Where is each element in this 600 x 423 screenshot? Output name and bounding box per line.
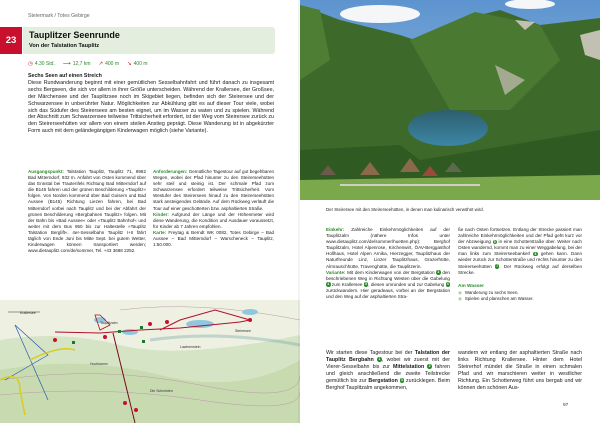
waypoint-marker-icon: 3 [401,378,403,383]
breadcrumb: Steiermark / Totes Gebirge [28,13,90,19]
waypoint-marker-icon: 4 [327,282,330,287]
info-kids [153,212,274,230]
einkehr-label: Einkehr: [326,227,345,232]
stat-descent [127,61,148,67]
svg-text:Die Schneiden: Die Schneiden [150,389,173,393]
water-item-text: Spielen und planschen am Wasser. [464,295,534,301]
waypoint-marker-icon: 5 [365,282,367,287]
clock-icon: ◷ [28,61,33,67]
distance-value: 12,7 km [72,61,91,67]
info-einkehr [326,227,450,270]
requirements-text: Gemütliche Tagestour auf gut begehbaren Wegen, wobei der Pfad hinunter zu den Steirerseehütten sehr steil und steinig ist. Der schmale Pfad zum Schwarzensee erfordert teilweise Trittsicherheit. Vom Westufer des Steirersees hinauf zu den Steirerseehütten stark ansteigendes Gelände. Auf dem Rückweg verläuft die Tour auf einer geschotterten bzw. asphaltierten Straße. [153,169,274,211]
start-label: Ausgangspunkt: [28,169,64,174]
variante-continued [458,227,582,276]
waypoint-marker-icon: 6 [534,251,537,256]
title-box [23,27,275,54]
variante-text-4: diesen umrunden und zur Gabelung [370,281,445,287]
main-text-part: fahren und gleich anschließend die zweite Teilstrecke gemütlich bis zur [326,364,450,384]
waypoint-marker-icon: 1 [378,357,381,362]
bullet-icon: ◉ [458,289,462,295]
main-text-part: Wir starten diese Tagestour bei der [326,350,415,356]
intro-section [28,73,274,135]
info-variante: Variante: Mit dem Kinderwagen von der Bergstation 3 den beschriebenen Weg in Richtung Westen über die Gabelung 4 zum Krallersee 5, diesen umrunden und zur Gabelung 4 zurückwandern. Hier geradeaus, vorbei an der Bergstation und den Weg auf der asphaltierten Stra- [326,269,450,300]
photo-caption: Der Steirersee mit den Steirerseehütten, in denen man kulinarisch verwöhnt wird. [326,207,484,212]
variante-text-2: den beschriebenen Weg in Richtung Westen über die Gabelung [326,269,450,281]
svg-text:Krallersee: Krallersee [20,311,36,315]
col-d-text-2: in eine Schotterstraße über. Weiter nach Osten wandernd, kommt man zu einer Weggabelung, bei der man links zum Steirerseebankerl [458,239,583,257]
svg-text:Steirersee: Steirersee [235,329,251,333]
arrow-right-icon: ⟶ [62,61,71,67]
topographic-map [0,300,300,423]
page-number: 97 [563,403,569,408]
main-text-col-1 [326,350,450,392]
variante-text-3: zum Krallersee [331,281,363,287]
page-subtitle: Von der Talstation Tauplitz [29,43,100,49]
col-d-text-1: ße nach Osten fortsetzen. Entlang der Strecke passiert man zahlreiche Einkehrmöglichkeiten und der Pfad geht kurz vor der Abzweigung [458,227,582,245]
col-d-text-4: . Der Rückweg erfolgt auf derselben Strecke. [458,263,582,275]
waypoint-marker-icon: 7 [496,264,499,269]
right-info-column-2 [458,227,582,302]
main-text-bold: Bergstation [368,378,398,384]
main-text-col-2: wandern wir entlang der asphaltierten Straße nach links Richtung Krallersee. Hinter dem Hotel Steirerhof mündet die Straße in einen schmalen Pfad und wir marschieren weiter in westlicher Richtung. Ein Schotterweg führt uns bergab und wir können den schönen Aus- [458,350,582,391]
stat-distance [63,61,91,67]
start-text: Talstation Tauplitz, Tauplitz 71, 8982 Bad Mitterndorf, 932 m. Anfahrt von Osten kommend über das Ennstal bei Trautenfels Richtung Bad Mitterndorf auf die B145 fahren und der grünen Beschilderung »Tauplitz« folgen. Von Norden kommend über Bad Goisern und Bad Aussee (B145) Richtung Liezen fahren, bei Bad Mitterndorf vorbei nach Tauplitz und bei der Abfahrt der grünen Beschilderung »Bergbahnen Tauplitz« folgen. Mit der Bahn bis »Bad Aussee« oder »Tauplitz Bahnhof« und weiter mit dem Bus 950 bis zur Haltestelle »Tauplitz Talstation Berglift«. 4er-Sesselbahn Tauplitz I+II fährt täglich von Ende Juni bis Mitte Sept. bei gutem Wetter, Kinderwagen können transportiert werden; www.dietauplitz.com/de/sommer, Tel. +43 3688 2252. [28,169,146,254]
map-label: Karte: [153,229,167,235]
map-graphic [0,300,300,423]
water-item-text: Wanderung zu sechs Seen. [464,289,519,295]
info-map [153,230,274,248]
einkehr-text: Zahlreiche Einkehrmöglichkeiten auf der Tauplitzalm (nähere Infos unter www.dietauplitz.com/de/sommer/huetten.php): Berghof Tauplitzalm, Hotel Alpenrose, Kirchenwirt, ÖAV-Berggasthof Hollhaus, Hotel Alpen Arnika, Hierzegger, Tauplitzhaus der Naturfreunde Linz, Linzer Tauplitzhaus, Grazerhütte, Almrauschhütte, Travenghütte, die Tauplitzerin. [326,227,451,269]
svg-text:Tauplitzalm: Tauplitzalm [100,321,118,325]
variante-label: Variante: [326,269,346,275]
tour-number-badge: 23 [0,27,22,54]
right-page [300,0,600,423]
info-column-1 [28,169,146,254]
svg-text:Hochkamm: Hochkamm [90,362,108,366]
main-text-bold: Talstation der Tauplitz Bergbahn [326,350,450,363]
main-text-part: zurücklegen. Beim Berghof Tauplitzalm angekommen, [326,378,450,391]
kids-label: Kinder: [153,211,169,217]
lake-photo [300,0,600,200]
waypoint-marker-icon: 5 [493,239,496,244]
waypoint-marker-icon: 4 [446,282,449,287]
tour-stats [28,61,148,67]
stat-ascent [99,61,120,67]
info-column-2 [153,169,274,248]
main-text-bold: Mittelstation [393,364,425,370]
right-info-column-1 [326,227,450,300]
info-requirements [153,169,274,212]
variante-text-1: Mit dem Kinderwagen von der Bergstation [347,269,435,275]
ascent-arrow-icon: ↗ [98,61,104,67]
waypoint-marker-icon: 3 [437,270,440,275]
water-item [458,296,582,302]
main-text-part: , wobei wir zuerst mit der Vierer-Sesselbahn bis zur [326,357,450,370]
requirements-label: Anforderungen: [153,169,188,174]
kids-text: Aufgrund der Länge und der Höhenmeter wird diese Wanderung, die Kondition und Ausdauer voraussetzt, für Kinder ab 7 Jahren empfohlen. [153,211,275,229]
stat-duration [28,61,55,67]
svg-text:Lawinenstein: Lawinenstein [180,345,201,349]
waypoint-marker-icon: 2 [428,364,431,369]
info-start [28,169,146,254]
ascent-value: 400 m [105,61,120,67]
duration-value: 4.30 Std. [34,61,55,67]
bullet-icon: ◉ [458,295,462,301]
page-title: Tauplitzer Seenrunde [29,30,120,40]
intro-heading: Sechs Seen auf einen Streich [28,73,102,79]
variante-text-5: zurückwandern. Hier geradeaus, vorbei an der Bergstation und den Weg auf der asphaltierten Stra- [326,287,450,300]
map-text: Freytag & Berndt WK 0082, Totes Gebirge – Bad Aussee – Bad Mitterndorf – Warscheneck – Tauplitz, 1:50.000. [153,229,275,248]
photo-graphic [300,0,600,200]
intro-text: Diese Rundwanderung beginnt mit einer gemütlichen Sesselbahnfahrt und führt danach zu insgesamt sechs Bergseen, die sich vor allem in ihrer Größe unterscheiden. Während der Krallersee, der Großsee, der Märchensee und der Tauplitzsee noch im Skigebiet liegen, befinden sich der Steirersee und der Schwarzensee in unberührter Natur. Möglichkeiten zur Abkühlung gibt es auf dieser Tour viele, wobei sich das Südufer des Steirersees am besten eignet, um im Wasser zu waten und zu spielen. Während der Abschnitt zum Schwarzensee teilweise Trittsicherheit erfordert, ist der Weg vom Steirersee zurück zu den Steirerseehütten vor allem von einem steilen Anstieg geprägt. Diese Wanderung ist in abgekürzter Form auch mit dem geländegängigen Kinderwagen möglich (siehe Variante). [28,79,274,135]
descent-value: 400 m [133,61,148,67]
descent-arrow-icon: ↘ [127,61,132,67]
water-heading: Am Wasser [458,283,484,289]
col-d-text-3: gehen kann. Dann wieder zurück zur Schotterstraße und rechts hinunter zu den Steirerseehütten [458,251,583,269]
